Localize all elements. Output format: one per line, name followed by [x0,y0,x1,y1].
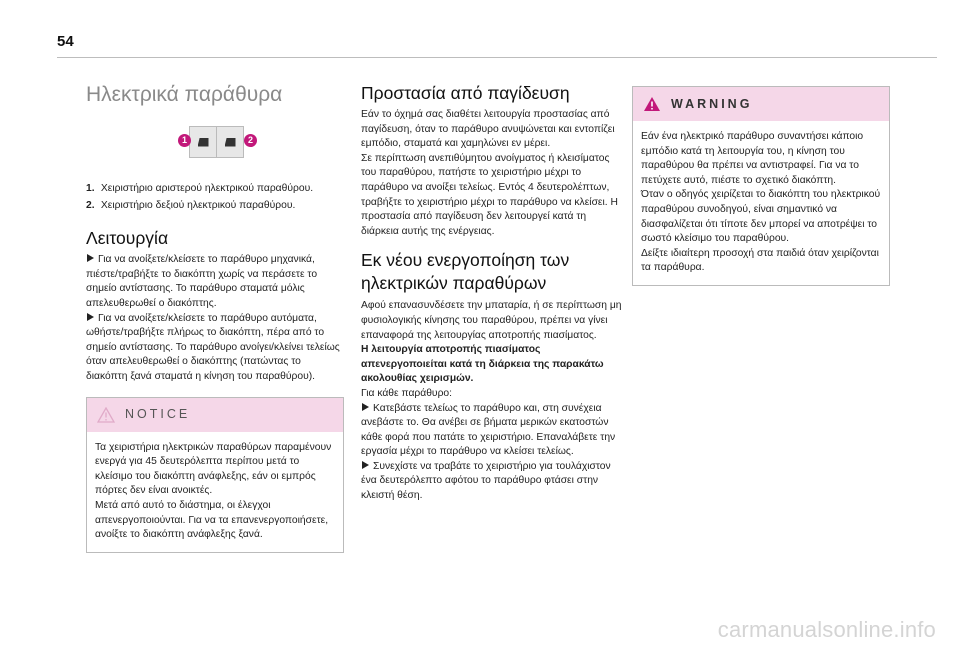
bullet-arrow-icon [87,313,94,321]
notice-body [87,432,343,552]
column-1 [86,82,344,553]
switch-legend [86,182,344,213]
bullet-arrow-icon [362,461,369,469]
anti-pinch-text: Σε περίπτωση ανεπιθύμητου ανοίγματος ή κλεισίματος του παραθύρου, πατήστε το χειριστήριο μέχρι το παράθυρο να ανοίξει τελείως. Εντός 4 δευτερολέπτων, τραβήξτε το χειριστήριο μέχρι το παράθυρο να κλείσει. Η προστασία από παγίδευση δεν λειτουργεί κατά τη διάρκεια αυτής της ενέργειας. [361,152,618,237]
warning-box [632,86,890,286]
notice-text: Μετά από αυτό το διάστημα, οι έλεγχοι απενεργοποιούνται. Για να τα επανενεργοποιήσετε, ανοίξτε το διακόπτη ανάφλεξης ξανά. [95,499,329,541]
reactivation-step: Κατεβάστε τελείως το παράθυρο και, στη συνέχεια ανεβάστε το. Θα ανέβει σε βήματα μερικών εκατοστών κάθε φορά που πατάτε το χειριστήριο. Επαναλάβετε την εργασία μέχρι το παράθυρο να κλείσει τελείως. [361,402,616,458]
notice-label: NOTICE [125,407,191,422]
column-3 [632,82,890,286]
column-2 [361,82,623,504]
bullet-arrow-icon [362,403,369,411]
watermark: carmanualsonline.info [717,617,936,642]
top-divider [57,57,937,58]
warning-triangle-icon [643,96,661,112]
window-icon [225,138,236,147]
notice-box [86,397,344,553]
warning-header [633,87,889,121]
reactivation-text: Αφού επανασυνδέσετε την μπαταρία, ή σε περίπτωση μη φυσιολογικής κίνησης του παραθύρου, πρέπει να γίνει επαναφορά της λειτουργίας αποτροπής πιασίματος. [361,300,622,341]
warning-body [633,121,889,285]
bullet-arrow-icon [87,254,94,262]
warning-text: Όταν ο οδηγός χειρίζεται το διακόπτη του ηλεκτρικού παραθύρου συνοδηγού, είναι σημαντικό να διασφαλίζεται ότι τίποτε δεν μπορεί να αποτρέψει το σωστό κλείσιμο του παραθύρου. [641,189,881,245]
window-switch-panel [189,126,244,158]
window-icon [198,138,209,147]
manual-operation-text: Για να ανοίξετε/κλείσετε το παράθυρο μηχανικά, πιέστε/τραβήξτε το διακόπτη χωρίς να περάσετε το σημείο αντίστασης. Το παράθυρο σταματά μόλις απελευθερωθεί ο διακόπτης. [86,254,318,309]
callout-2: 2 [244,134,257,147]
window-switch-figure [86,126,344,176]
notice-text: Τα χειριστήρια ηλεκτρικών παραθύρων παραμένουν ενεργά για 45 δευτερόλεπτα περίπου μετά το κλείσιμο του διακόπτη ανάφλεξης, εάν οι εμπρός πόρτες δεν είναι ανοικτές. [95,441,332,497]
callout-1: 1 [178,134,191,147]
list-item: 2. Χειριστήριο δεξιού ηλεκτρικού παραθύρου. [86,199,296,211]
section-title-operation: Λειτουργία [86,228,169,249]
auto-operation-text: Για να ανοίξετε/κλείσετε το παράθυρο αυτόματα, ωθήστε/τραβήξτε πλήρως το διακόπτη, πέρα από το σημείο αντίστασης. Το παράθυρο ανοίγει/κλείνει τελείως όταν απελευθερωθεί ο διακόπτης (πατώντας το διακόπτη ξανά σταματά η κίνηση του παραθύρου). [86,312,340,382]
page-title: Ηλεκτρικά παράθυρα [86,83,283,106]
notice-header [87,398,343,432]
reactivation-warning-text: Η λειτουργία αποτροπής πιασίματος απενεργοποιείται κατά τη διάρκεια της παρακάτω ακολουθίας χειρισμών. [361,344,604,385]
reactivation-step: Συνεχίστε να τραβάτε το χειριστήριο για τουλάχιστον ένα δευτερόλεπτο αφότου το παράθυρο φτάσει στην κλειστή θέση. [361,460,611,502]
left-window-switch [190,127,216,157]
section-title-anti-pinch: Προστασία από παγίδευση [361,83,570,103]
reactivation-text: Για κάθε παράθυρο: [361,387,453,399]
warning-label: WARNING [671,96,753,111]
warning-text: Εάν ένα ηλεκτρικό παράθυρο συναντήσει κάποιο εμπόδιο κατά τη λειτουργία του, η κίνηση του παραθύρου θα πρέπει να αντιστραφεί. Για να το πετύχετε αυτό, πιέστε το σχετικό διακόπτη. [641,131,864,186]
list-item: 1. Χειριστήριο αριστερού ηλεκτρικού παραθύρου. [86,183,314,194]
warning-text: Δείξτε ιδιαίτερη προσοχή στα παιδιά όταν χειρίζονται τα παράθυρα. [641,247,879,274]
anti-pinch-text: Εάν το όχημά σας διαθέτει λειτουργία προστασίας από παγίδευση, όταν το παράθυρο ανυψώνεται και εντοπίζει εμπόδιο, σταματά και χαμηλώνει εν μέρει. [361,109,615,150]
caution-triangle-icon [97,407,115,423]
page-number: 54 [57,33,74,50]
section-title-reactivation: Εκ νέου ενεργοποίηση των ηλεκτρικών παραθύρων [361,250,570,294]
right-window-switch [216,127,243,157]
